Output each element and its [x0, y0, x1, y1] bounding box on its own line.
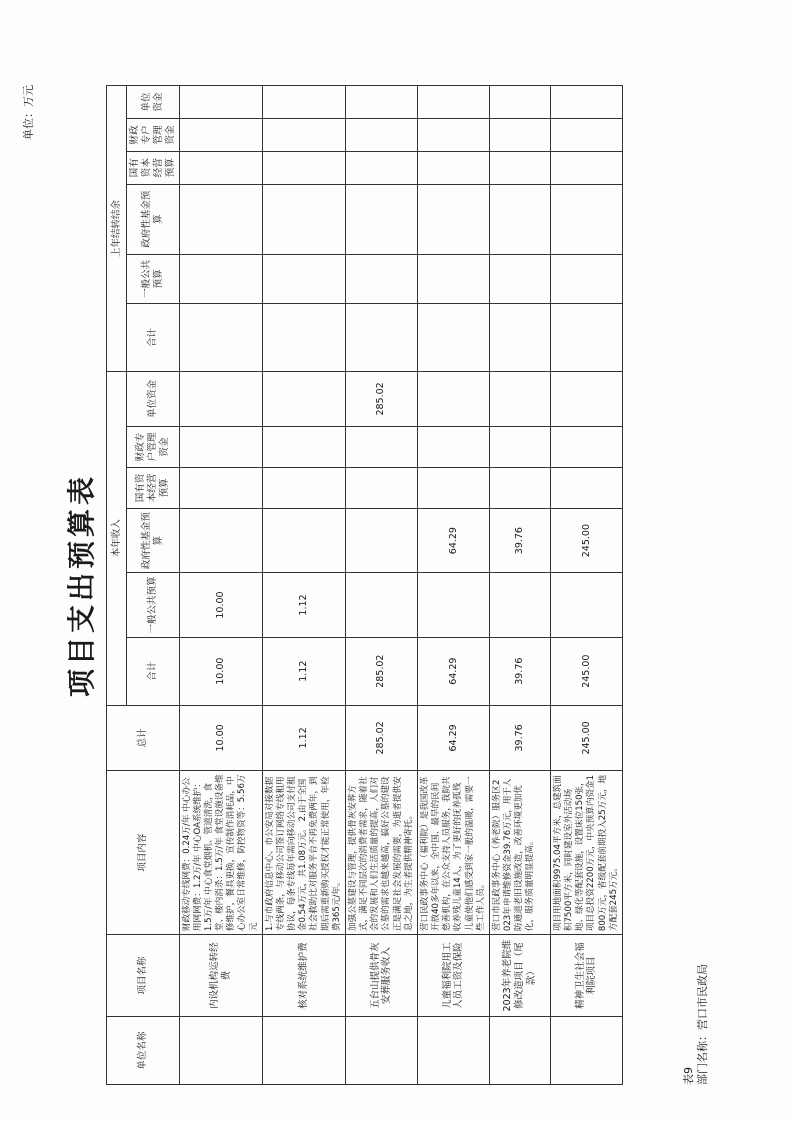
header-project-name: 项目名称	[107, 935, 180, 1017]
header-unit-name: 单位名称	[107, 1017, 180, 1085]
cell-name: 核对系统维护费	[262, 935, 345, 1017]
cell-cur-special	[417, 426, 489, 467]
cell-cur-general: 10.00	[179, 573, 262, 637]
cell-cur-special	[489, 426, 550, 467]
cell-co-special	[489, 119, 550, 152]
cell-unit	[345, 1017, 417, 1085]
cell-cur-unit	[417, 371, 489, 426]
cell-co-unit	[417, 86, 489, 119]
cell-content: 财政移动专线网费：0.24万/年 中心办公用网网费：1.2万/年 中心OA系统维护：1.5万/年 中心食堂烟机、管道清洗，食堂、楼内消杀：1.5万/年 食堂设施设备维修维护，餐具更换，宣传制作消耗品，中心办公室日常维修，防控物资等：5.56万元	[179, 771, 262, 935]
cell-cur-state	[489, 467, 550, 508]
cell-cur-general	[550, 573, 622, 637]
cell-cur-unit	[550, 371, 622, 426]
cell-co-total	[489, 303, 550, 371]
cell-co-unit	[179, 86, 262, 119]
unit-label: 单位：万元	[22, 85, 35, 140]
cell-co-state	[489, 151, 550, 184]
cell-co-total	[262, 303, 345, 371]
cell-co-general	[262, 254, 345, 303]
header-carryover: 上年结转结余	[107, 86, 127, 372]
cell-co-general	[489, 254, 550, 303]
header-project-content: 项目内容	[107, 771, 180, 935]
cell-content: 1.与市政府信息中心、市公安局对接数据专线两条，与移动公司签订网络专线租用协议，每条专线每年需向移动公司支付租金0.54万元，共1.08万元。 2.由于全国社会救助比对服务平台不再免费两年，到期后需重新购买授权才能正常使用，年检费365元/年。	[262, 771, 345, 935]
cell-cur-fund: 245.00	[550, 508, 622, 572]
cell-cur-general	[489, 573, 550, 637]
budget-table	[106, 85, 623, 1085]
cell-unit	[550, 1017, 622, 1085]
cell-cur-total: 39.76	[489, 637, 550, 705]
cell-content: 营口市民政事务中心（养老院）服务区2023年申请维修资金39.76万元，用于人防通道老旧设施改造，改善环境更加优化，服务质量明显提高。	[489, 771, 550, 935]
cell-unit	[179, 1017, 262, 1085]
cell-cur-special	[345, 426, 417, 467]
cell-total: 285.02	[345, 705, 417, 771]
department-label: 部门名称：	[696, 1030, 709, 1085]
cell-cur-fund	[262, 508, 345, 572]
cell-co-general	[417, 254, 489, 303]
table-row	[489, 86, 550, 1085]
cell-cur-general: 1.12	[262, 573, 345, 637]
cell-co-special	[345, 119, 417, 152]
cell-cur-unit: 285.02	[345, 371, 417, 426]
header-cur-state-capital: 国有资本经营预算	[127, 467, 180, 508]
cell-unit	[489, 1017, 550, 1085]
header-total: 总计	[107, 705, 180, 771]
header-co-subtotal: 合计	[127, 303, 180, 371]
cell-unit	[262, 1017, 345, 1085]
table-row	[179, 86, 262, 1085]
cell-co-special	[262, 119, 345, 152]
cell-cur-state	[262, 467, 345, 508]
cell-total: 10.00	[179, 705, 262, 771]
cell-total: 64.29	[417, 705, 489, 771]
cell-cur-unit	[489, 371, 550, 426]
header-cur-general: 一般公共预算	[127, 573, 180, 637]
cell-cur-total: 285.02	[345, 637, 417, 705]
cell-co-fund	[262, 184, 345, 254]
cell-co-state	[262, 151, 345, 184]
document-title: 项目支出预算表	[65, 473, 98, 698]
cell-co-general	[345, 254, 417, 303]
rotated-content	[24, 85, 734, 1085]
table-row	[262, 86, 345, 1085]
cell-cur-state	[345, 467, 417, 508]
cell-cur-fund	[345, 508, 417, 572]
cell-name: 2023年养老院维修改造项目（尾款）	[489, 935, 550, 1017]
cell-total: 1.12	[262, 705, 345, 771]
cell-cur-general	[345, 573, 417, 637]
header-co-gov-fund: 政府性基金预算	[127, 184, 180, 254]
cell-total: 245.00	[550, 705, 622, 771]
cell-co-fund	[417, 184, 489, 254]
cell-co-state	[345, 151, 417, 184]
cell-cur-total: 1.12	[262, 637, 345, 705]
cell-co-fund	[550, 184, 622, 254]
header-cur-special-account: 财政专户管理资金	[127, 426, 180, 467]
cell-co-fund	[345, 184, 417, 254]
cell-co-total	[179, 303, 262, 371]
cell-co-special	[179, 119, 262, 152]
cell-co-state	[179, 151, 262, 184]
cell-name: 五台山提供骨灰安葬服务收入	[345, 935, 417, 1017]
cell-cur-state	[417, 467, 489, 508]
cell-co-special	[550, 119, 622, 152]
cell-name: 精神卫生社会福利院项目	[550, 935, 622, 1017]
table-row	[550, 86, 622, 1085]
cell-cur-unit	[262, 371, 345, 426]
cell-co-special	[417, 119, 489, 152]
cell-co-fund	[179, 184, 262, 254]
table-row	[417, 86, 489, 1085]
cell-content: 项目用地面积9975.04平方米，总建筑面积7500平方米，同时建设室外活动场地、绿化等配套设施，设置床位150张，项目总投资2200万元，中央预算内资金1800万元，省级配套前期投入25万元，地方配套245万元。	[550, 771, 622, 935]
cell-co-total	[417, 303, 489, 371]
header-cur-gov-fund: 政府性基金预算	[127, 508, 180, 572]
cell-cur-total: 10.00	[179, 637, 262, 705]
cell-cur-total: 64.29	[417, 637, 489, 705]
cell-cur-special	[550, 426, 622, 467]
header-co-unit-fund: 单位资金	[127, 86, 180, 119]
cell-co-unit	[550, 86, 622, 119]
cell-unit	[417, 1017, 489, 1085]
cell-co-general	[550, 254, 622, 303]
cell-cur-fund: 39.76	[489, 508, 550, 572]
cell-cur-special	[262, 426, 345, 467]
cell-cur-fund	[179, 508, 262, 572]
header-co-state-capital: 国有资本经营预算	[127, 151, 180, 184]
header-cur-subtotal: 合计	[127, 637, 180, 705]
cell-cur-state	[179, 467, 262, 508]
cell-name: 内设机构运转经费	[179, 935, 262, 1017]
table-row	[345, 86, 417, 1085]
table-number: 表9	[682, 1067, 695, 1085]
department-name: 营口市民政局	[696, 964, 709, 1030]
cell-co-total	[550, 303, 622, 371]
cell-name: 儿童福利院用工人员工资及保险	[417, 935, 489, 1017]
cell-cur-fund: 64.29	[417, 508, 489, 572]
cell-content: 加强公墓建设与管理，提供骨灰安葬方式，满足不同层次的消费者需求，随着社会的发展和人们生活质量的提高，人们对公墓的需求也越来越高，搞好公墓的建设正是满足社会发展的需要，为逝者提供安息之地，为生者提供精神寄托。	[345, 771, 417, 935]
cell-cur-general	[417, 573, 489, 637]
header-current-income: 本年收入	[107, 371, 127, 705]
cell-cur-state	[550, 467, 622, 508]
cell-co-unit	[489, 86, 550, 119]
header-co-general: 一般公共预算	[127, 254, 180, 303]
cell-cur-special	[179, 426, 262, 467]
cell-co-unit	[262, 86, 345, 119]
cell-co-fund	[489, 184, 550, 254]
department-line	[694, 964, 710, 1085]
cell-co-state	[550, 151, 622, 184]
cell-co-unit	[345, 86, 417, 119]
cell-co-total	[345, 303, 417, 371]
cell-cur-total: 245.00	[550, 637, 622, 705]
cell-total: 39.76	[489, 705, 550, 771]
header-co-special-account: 财政专户管理资金	[127, 119, 180, 152]
cell-co-state	[417, 151, 489, 184]
cell-co-general	[179, 254, 262, 303]
cell-cur-unit	[179, 371, 262, 426]
cell-content: 营口民政事务中心（福利院）是我国改革开放40多年以来，全中国、最早的民间慈善机构，在公众支持人员服务，我院共收养残儿童14人，为了更好的抚养孤残儿童使他们感受到家一般的温暖，需要一些工作人员。	[417, 771, 489, 935]
header-cur-unit-fund: 单位资金	[127, 371, 180, 426]
